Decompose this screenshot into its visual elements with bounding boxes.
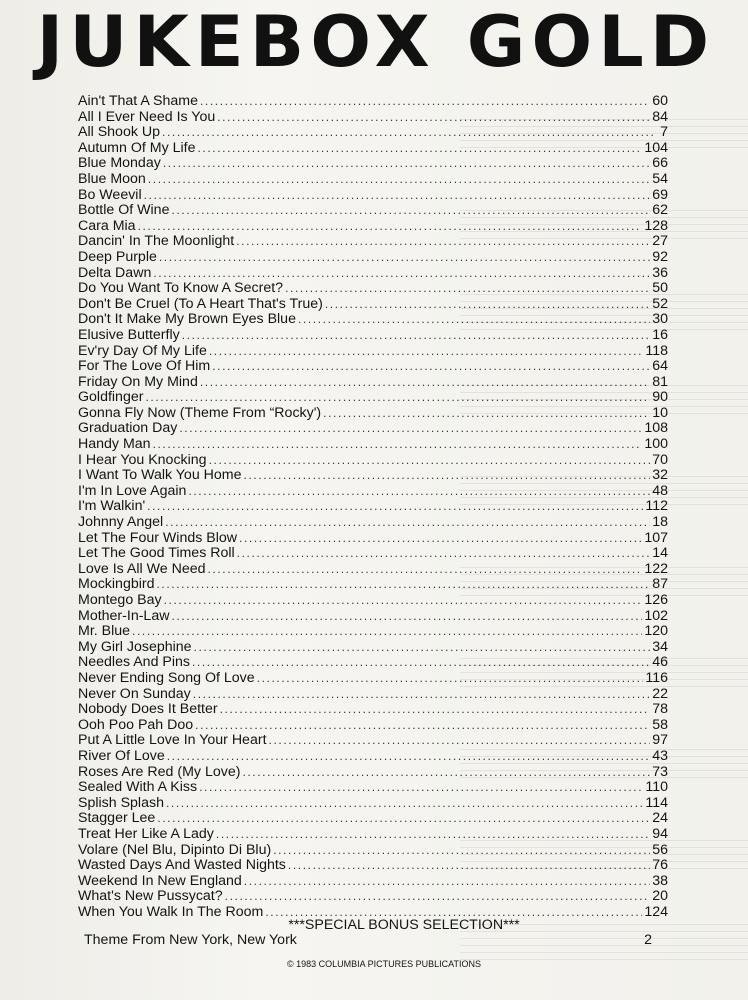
song-title: Love Is All We Need [78, 560, 206, 577]
song-title: Needles And Pins [78, 654, 190, 671]
dot-leader [225, 889, 651, 905]
toc-entry [78, 671, 668, 687]
song-title: Ev'ry Day Of My Life [78, 342, 207, 359]
toc-entry [78, 609, 668, 625]
dot-leader [273, 843, 650, 859]
dot-leader [165, 515, 650, 531]
dot-leader [216, 827, 650, 843]
dot-leader [239, 531, 642, 547]
song-title: Mother-In-Law [78, 607, 170, 624]
page-number: 46 [652, 654, 668, 671]
toc-entry [78, 811, 668, 827]
page-number: 58 [652, 716, 668, 733]
dot-leader [171, 609, 642, 625]
dot-leader [298, 312, 650, 328]
dot-leader [212, 359, 650, 375]
dot-leader [242, 765, 650, 781]
toc-entry [78, 375, 668, 391]
song-title: Sealed With A Kiss [78, 779, 198, 796]
page-number: 108 [644, 420, 668, 437]
song-title: Ooh Poo Pah Doo [78, 716, 194, 733]
book-title: JUKEBOX GOLD [36, 1, 716, 83]
dot-leader [132, 624, 642, 640]
page-number: 10 [652, 404, 668, 421]
song-title: Dancin' In The Moonlight [78, 233, 235, 250]
bonus-page-number: 2 [644, 932, 652, 948]
page-number: 126 [644, 592, 668, 608]
dot-leader [325, 297, 650, 313]
song-title: When You Walk In The Room [78, 903, 264, 920]
song-title: Don't It Make My Brown Eyes Blue [78, 311, 296, 328]
dot-leader [197, 141, 642, 157]
page-number: 112 [645, 498, 668, 515]
song-title: Blue Monday [78, 155, 161, 172]
page-number: 18 [652, 514, 668, 531]
bonus-spacer [297, 932, 644, 948]
song-title: I'm In Love Again [78, 482, 187, 499]
song-title: River Of Love [78, 747, 165, 764]
toc-entry [78, 593, 668, 609]
toc-entry [78, 141, 668, 157]
song-title: Never Ending Song Of Love [78, 669, 255, 686]
dot-leader [164, 593, 643, 609]
dot-leader [200, 375, 650, 391]
toc-entry [78, 749, 668, 765]
song-title: Bo Weevil [78, 186, 142, 203]
dot-leader [188, 484, 650, 500]
page-number: 84 [652, 108, 668, 125]
page-number: 104 [644, 139, 668, 156]
page-number: 50 [652, 280, 668, 297]
song-title: Goldfinger [78, 389, 144, 406]
toc-entry [78, 577, 668, 593]
dot-leader [217, 110, 650, 126]
page-number: 30 [652, 311, 668, 328]
page-number: 92 [652, 248, 668, 265]
page-number: 22 [652, 685, 668, 702]
song-title: Delta Dawn [78, 264, 152, 281]
toc-entry [78, 733, 668, 749]
song-title: Montego Bay [78, 592, 162, 608]
dot-leader [163, 156, 650, 172]
dot-leader [182, 328, 651, 344]
dot-leader [138, 219, 643, 235]
dot-leader [159, 250, 650, 266]
dot-leader [220, 702, 651, 718]
song-title: For The Love Of Him [78, 358, 211, 375]
toc-entry [78, 125, 668, 141]
song-title: I Want To Walk You Home [78, 467, 242, 484]
dot-leader [166, 796, 643, 812]
toc-entry [78, 328, 668, 344]
dot-leader [194, 640, 651, 656]
page-number: 78 [652, 701, 668, 718]
toc-entry [78, 889, 668, 905]
page-number: 114 [645, 794, 668, 811]
toc-entry [78, 312, 668, 328]
song-title: Let The Good Times Roll [78, 545, 235, 562]
song-title: Gonna Fly Now (Theme From “Rocky') [78, 404, 322, 421]
toc-entry [78, 172, 668, 188]
song-title: All Shook Up [78, 124, 161, 141]
toc-entry [78, 780, 668, 796]
page-number: 128 [644, 217, 668, 234]
toc-entry [78, 718, 668, 734]
page-number: 120 [644, 623, 668, 640]
toc-entry [78, 640, 668, 656]
toc-entry [78, 110, 668, 126]
toc-entry [78, 266, 668, 282]
page-number: 81 [652, 373, 668, 390]
dot-leader [157, 811, 650, 827]
song-title: Wasted Days And Wasted Nights [78, 857, 286, 874]
page-number: 94 [652, 825, 668, 842]
song-title: Elusive Butterfly [78, 326, 180, 343]
toc-entry [78, 827, 668, 843]
dot-leader [162, 125, 656, 141]
page-number: 124 [644, 903, 668, 920]
dot-leader [208, 562, 643, 578]
song-title: Johnny Angel [78, 514, 164, 531]
toc-entry [78, 281, 668, 297]
page-number: 100 [644, 436, 668, 453]
toc-entry [78, 858, 668, 874]
song-title: I Hear You Knocking [78, 451, 207, 468]
song-title: Mockingbird [78, 576, 155, 593]
toc-entry [78, 655, 668, 671]
bonus-heading: ***SPECIAL BONUS SELECTION*** [288, 917, 520, 933]
page-number: 32 [652, 467, 668, 484]
toc-entry [78, 484, 668, 500]
page-number: 66 [652, 155, 668, 172]
page-number: 14 [652, 545, 668, 562]
dot-leader [179, 421, 642, 437]
page-number: 97 [652, 732, 668, 749]
toc-entry [78, 515, 668, 531]
toc-entry [78, 156, 668, 172]
song-title: All I Ever Need Is You [78, 108, 216, 125]
toc-entry [78, 499, 668, 515]
page-number: 70 [652, 451, 668, 468]
page-number: 122 [644, 560, 668, 577]
page-number: 7 [660, 124, 668, 141]
toc-entry [78, 219, 668, 235]
toc-entry [78, 453, 668, 469]
toc-entry [78, 250, 668, 266]
copyright-notice: © 1983 COLUMBIA PICTURES PUBLICATIONS [286, 959, 482, 969]
toc-entry [78, 796, 668, 812]
dot-leader [209, 453, 651, 469]
song-title: Let The Four Winds Blow [78, 529, 238, 546]
dot-leader [236, 234, 650, 250]
toc-entry [78, 344, 668, 360]
page-number: 38 [652, 872, 668, 889]
song-title: Handy Man [78, 436, 151, 453]
page-number: 118 [645, 342, 668, 359]
page-number: 27 [652, 233, 668, 250]
page-number: 73 [652, 763, 668, 780]
page-number: 116 [645, 669, 668, 686]
song-title: Volare (Nel Blu, Dipinto Di Blu) [78, 841, 272, 858]
toc-entry [78, 546, 668, 562]
page-number: 36 [652, 264, 668, 281]
page-number: 43 [652, 747, 668, 764]
song-title: Deep Purple [78, 248, 157, 265]
dot-leader [147, 499, 643, 515]
dot-leader [171, 203, 650, 219]
dot-leader [148, 172, 650, 188]
bonus-song-title: Theme From New York, New York [84, 932, 297, 948]
toc-entry [78, 203, 668, 219]
dot-leader [244, 468, 651, 484]
toc-entry [78, 531, 668, 547]
dot-leader [199, 780, 643, 796]
song-title: Treat Her Like A Lady [78, 825, 214, 842]
dot-leader [288, 858, 650, 874]
song-title: Mr. Blue [78, 623, 131, 640]
toc-entry [78, 468, 668, 484]
dot-leader [244, 874, 650, 890]
song-title: Do You Want To Know A Secret? [78, 280, 284, 297]
dot-leader [200, 94, 650, 110]
toc-entry [78, 843, 668, 859]
toc-entry [78, 359, 668, 375]
song-title: Autumn Of My Life [78, 139, 196, 156]
toc-entry [78, 874, 668, 890]
dot-leader [193, 687, 650, 703]
dot-leader [285, 281, 650, 297]
dot-leader [157, 577, 651, 593]
dot-leader [192, 655, 650, 671]
page-number: 48 [652, 482, 668, 499]
page-number: 87 [652, 576, 668, 593]
page-number: 107 [644, 529, 668, 546]
page-number: 34 [652, 638, 668, 655]
toc-entry [78, 188, 668, 204]
song-title: Bottle Of Wine [78, 202, 170, 219]
dot-leader [145, 390, 650, 406]
toc-entry [78, 687, 668, 703]
page-number: 76 [652, 857, 668, 874]
song-title: My Girl Josephine [78, 638, 192, 655]
toc-entry [78, 234, 668, 250]
toc-entry [78, 390, 668, 406]
song-title: Roses Are Red (My Love) [78, 763, 241, 780]
page-number: 110 [645, 779, 668, 796]
toc-entry [78, 406, 668, 422]
page-number: 102 [644, 607, 668, 624]
song-title: What's New Pussycat? [78, 888, 223, 905]
toc-entry [78, 765, 668, 781]
dot-leader [257, 671, 644, 687]
song-title: Never On Sunday [78, 685, 191, 702]
dot-leader [195, 718, 650, 734]
page-number: 64 [652, 358, 668, 375]
toc-entry [78, 421, 668, 437]
song-title: Graduation Day [78, 420, 178, 437]
page-number: 52 [652, 295, 668, 312]
page-number: 24 [652, 810, 668, 827]
song-title: Don't Be Cruel (To A Heart That's True) [78, 295, 323, 312]
page-number: 16 [652, 326, 668, 343]
page-number: 62 [652, 202, 668, 219]
toc-entry [78, 562, 668, 578]
song-title: I'm Walkin' [78, 498, 146, 515]
dot-leader [153, 437, 643, 453]
dot-leader [153, 266, 650, 282]
song-title: Splish Splash [78, 794, 164, 811]
page-number: 56 [652, 841, 668, 858]
dot-leader [167, 749, 650, 765]
bonus-entry [84, 932, 652, 948]
song-title: Stagger Lee [78, 810, 156, 827]
song-title: Ain't That A Shame [78, 93, 198, 109]
dot-leader [323, 406, 650, 422]
page-number: 69 [652, 186, 668, 203]
page-number: 60 [652, 93, 668, 109]
page-number: 20 [652, 888, 668, 905]
song-title: Nobody Does It Better [78, 701, 218, 718]
dot-leader [237, 546, 651, 562]
toc-entry [78, 297, 668, 313]
dot-leader [209, 344, 644, 360]
toc-entry [78, 624, 668, 640]
song-title: Blue Moon [78, 170, 146, 187]
page-number: 54 [652, 170, 668, 187]
dot-leader [269, 733, 651, 749]
toc-entry [78, 702, 668, 718]
table-of-contents [78, 94, 668, 920]
song-title: Friday On My Mind [78, 373, 198, 390]
toc-entry [78, 437, 668, 453]
page-number: 90 [652, 389, 668, 406]
song-title: Cara Mia [78, 217, 136, 234]
song-title: Put A Little Love In Your Heart [78, 732, 267, 749]
dot-leader [144, 188, 651, 204]
song-title: Weekend In New England [78, 872, 242, 889]
toc-entry [78, 94, 668, 110]
